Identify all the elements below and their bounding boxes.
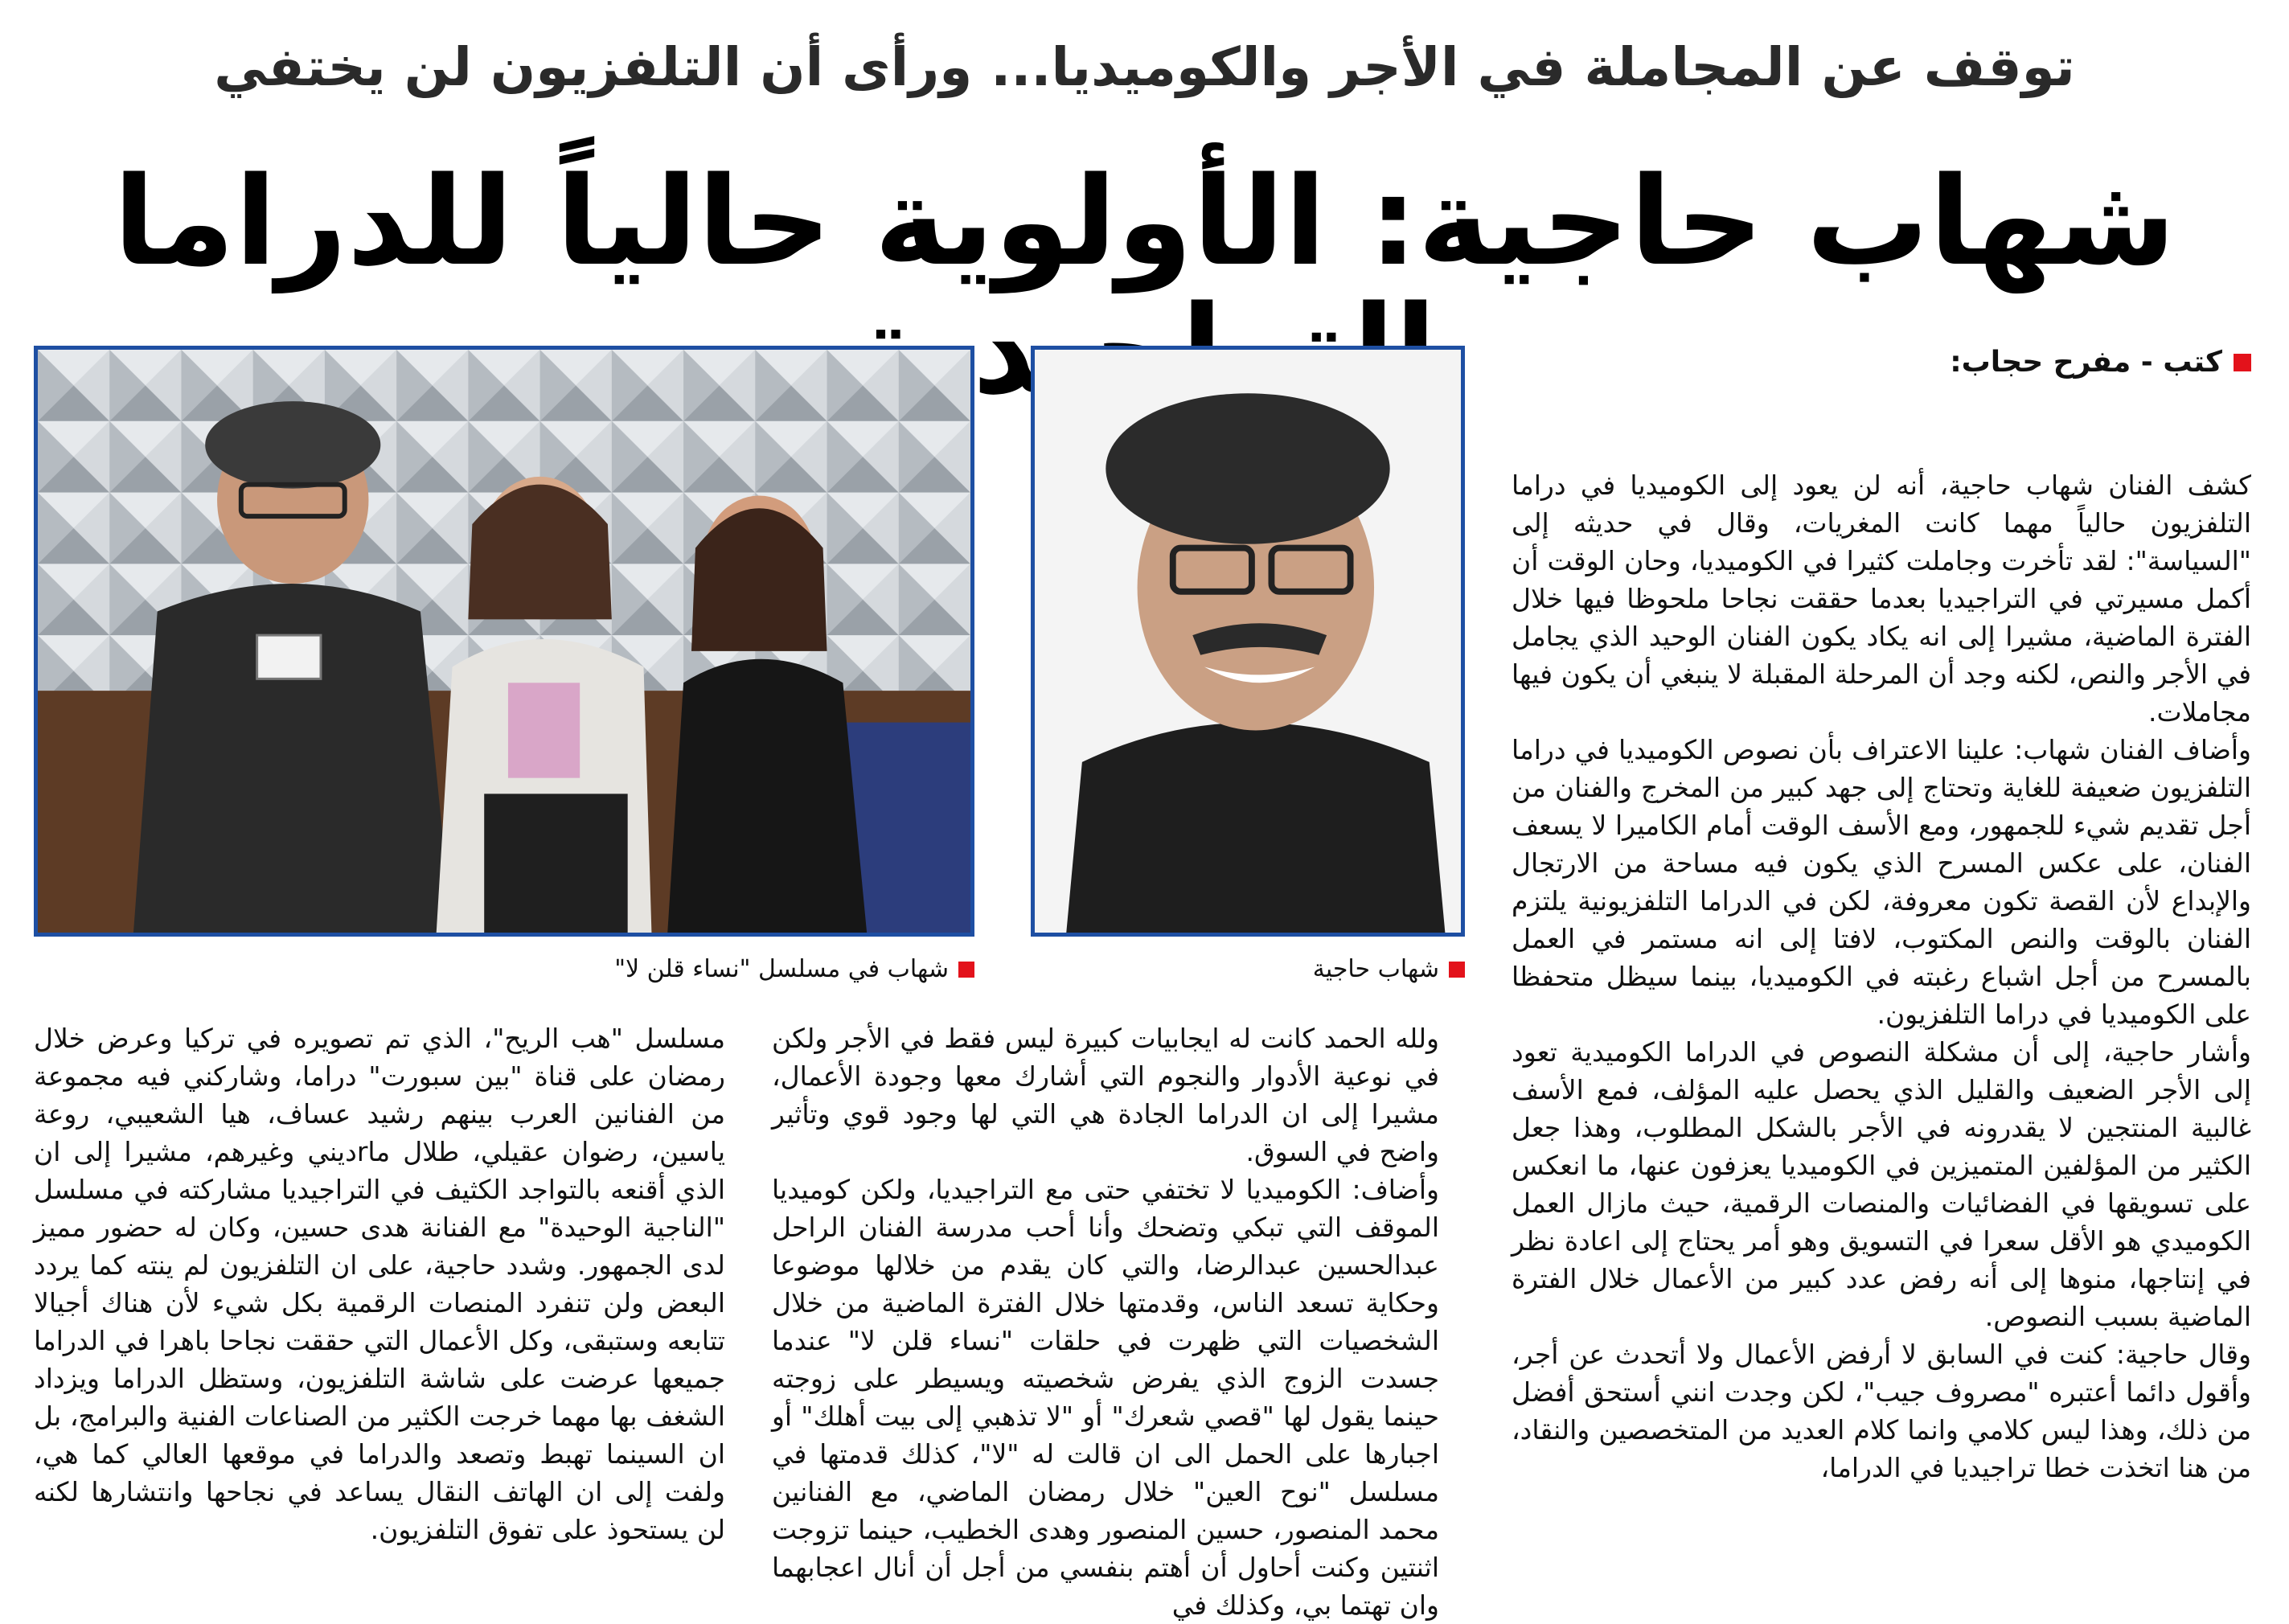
red-square-bullet [1449, 962, 1465, 978]
byline-text: كتب - مفرح حجاب: [1950, 346, 2222, 379]
paragraph: وأضاف: الكوميديا لا تختفي حتى مع التراجيديا، ولكن كوميديا الموقف التي تبكي وتضحك وأنا أحب مدرسة الفنان الراحل عبدالحسين عبدالرضا، والتي كان يقدم من خلالها موضوعا وحكاية تسعد الناس، وقدمتها خلال الفترة الماضية من خلال الشخصيات التي ظهرت في حلقات "نساء قلن لا" عندما جسدت الزوج الذي يفرض شخصيته ويسيطر على زوجته حينما يقول لها "قصي شعرك" أو "لا تذهبي إلى بيت أهلك" أو اجبارها على الحمل الى ان قالت له "لا"، كذلك قدمتها في مسلسل "نوح العين" خلال رمضان الماضي، مع الفنانين محمد المنصور، حسين المنصور وهدى الخطيب، حينما تزوجت اثنتين وكنت أحاول أن أهتم بنفسي من أجل أن أنال اعجابهما وان تهتما بي، وكذلك في [772, 1174, 1439, 1621]
paragraph: وأضاف الفنان شهاب: علينا الاعتراف بأن نصوص الكوميديا في دراما التلفزيون ضعيفة للغاية وتحتاج إلى جهد كبير من المخرج والفنان من أجل تقديم شيء للجمهور، ومع الأسف الوقت أمام الكاميرا لا يسعف الفنان، على عكس المسرح الذي يكون فيه مساحة من الارتجال والإبداع لأن القصة تكون معروفة، لكن في الدراما التلفزيونية يلتزم الفنان بالوقت والنص المكتوب، لافتا إلى انه مستمر في العمل بالمسرح من أجل اشباع رغبته في الكوميديا، بينما سيظل متحفظا على الكوميديا في دراما التلفزيون. [1512, 734, 2251, 1030]
byline [1512, 346, 2251, 379]
paragraph: وأشار حاجية، إلى أن مشكلة النصوص في الدراما الكوميدية تعود إلى الأجر الضعيف والقليل الذي يحصل عليه المؤلف، فمع الأسف غالبية المنتجين لا يقدرونه في الأجر بالشكل المطلوب، وهذا جعل الكثير من المؤلفين المتميزين في الكوميديا يعزفون عنها، ما انعكس على تسويقها في الفضائيات والمنصات الرقمية، حيث مازال العمل الكوميدي هو الأقل سعرا في التسويق وهو أمر يحتاج إلى اعادة نظر في إنتاجها، منوها إلى أنه رفض عدد كبير من الأعمال خلال الفترة الماضية بسبب النصوص. [1512, 1036, 2251, 1332]
paragraph: مسلسل "هب الريح"، الذي تم تصويره في تركيا وعرض خلال رمضان على قناة "بين سبورت" دراما، وشاركني فيه مجموعة من الفنانين العرب بينهم رشيد عساف، هيا الشعيبي، روعة ياسين، رضوان عقيلي، طلال ماrديني وغيرهم، مشيرا إلى ان الذي أقنعه بالتواجد الكثيف في التراجيديا مشاركته في مسلسل "الناجية الوحيدة" مع الفنانة هدى حسين، وكان له حضور مميز لدى الجمهور. وشدد حاجية، على ان التلفزيون لم ينته كما يردد البعض ولن تنفرد المنصات الرقمية بكل شيء لأن هناك أجيالا تتابعه وستبقى، وكل الأعمال التي حققت نجاحا باهرا في الدراما جميعها عرضت على شاشة التلفزيون، وستظل الدراما ويزداد الشغف بها مهما خرجت الكثير من الصناعات الفنية والبرامج، بل ان السينما تهبط وتصعد والدراما في موقعها العالي كما هي، ولفت إلى ان الهاتف النقال يساعد في نجاحها وانتشارها لكنه لن يستحوذ على تفوق التلفزيون. [34, 1023, 726, 1545]
portrait-caption-text: شهاب حاجية [1312, 955, 1439, 983]
paragraph: ولله الحمد كانت له ايجابيات كبيرة ليس فقط في الأجر ولكن في نوعية الأدوار والنجوم التي أشارك معها وجودة الأعمال، مشيرا إلى ان الدراما الجادة هي التي لها وجود قوي وتأثير واضح في السوق. [772, 1023, 1439, 1167]
paragraph: كشف الفنان شهاب حاجية، أنه لن يعود إلى الكوميديا في دراما التلفزيون حالياً مهما كانت المغريات، وقال في حديثه إلى "السياسة": لقد تأخرت وجاملت كثيرا في الكوميديا، وحان الوقت أن أكمل مسيرتي في التراجيديا بعدما حققت نجاحا ملحوظا فيها خلال الفترة الماضية، مشيرا إلى انه يكاد يكون الفنان الوحيد الذي يجامل في الأجر والنص، لكنه وجد أن المرحلة المقبلة لا ينبغي أن يكون فيها مجاملات. [1512, 470, 2251, 728]
main-headline: شهاب حاجية: الأولوية حالياً للدراما [113, 150, 2176, 293]
paragraph: وقال حاجية: كنت في السابق لا أرفض الأعمال ولا أتحدث عن أجر، وأقول دائما أعتبره "مصروف جيب"، لكن وجدت انني أستحق أفضل من ذلك، وهذا ليس كلامي وانما كلام العديد من المتخصصين والنقاد، من هنا اتخذت خطا تراجيديا في الدراما، [1512, 1339, 2251, 1483]
group-photo [34, 346, 974, 937]
red-square-bullet [2234, 354, 2251, 371]
article-column-left [34, 1019, 725, 1606]
portrait-photo-caption [1031, 955, 1465, 983]
red-square-bullet [958, 962, 974, 978]
article-column-middle [772, 1019, 1439, 1621]
article-column-right [1512, 466, 2251, 1608]
portrait-photo [1031, 346, 1465, 937]
kicker-subheadline: توقف عن المجاملة في الأجر والكوميديا... ورأى أن التلفزيون لن يختفي [214, 36, 2075, 98]
group-photo-caption [34, 955, 974, 983]
group-caption-text: شهاب في مسلسل "نساء قلن لا" [614, 955, 949, 983]
